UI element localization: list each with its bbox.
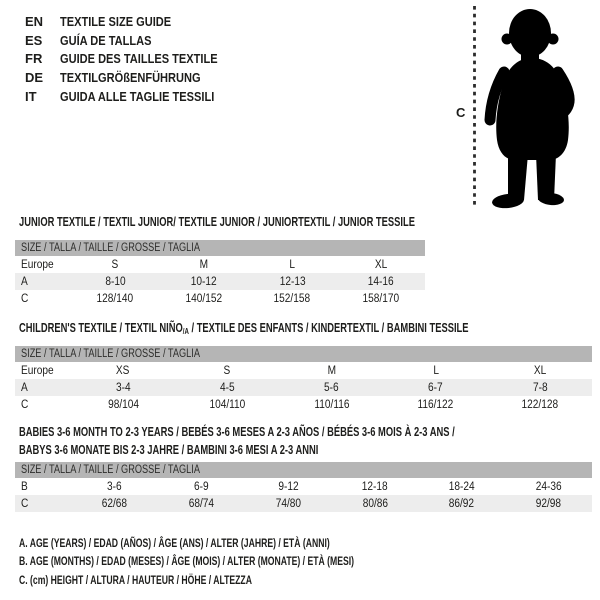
size-cell: 80/86: [362, 497, 388, 510]
size-cell: S: [111, 258, 119, 271]
size-cell: 3-4: [115, 381, 131, 394]
language-label: GUIDE DES TAILLES TEXTILE: [60, 51, 218, 67]
table-row: [15, 290, 425, 307]
babies-size-table: [15, 462, 592, 512]
children-table-title: CHILDREN'S TEXTILE / TEXTIL $NIÑO_{/A}$ / TEXTILE DES ENFANTS / KINDERTEXTIL / BAMBINI TESSILE: [19, 320, 469, 336]
row-label: Europe: [21, 258, 54, 271]
language-list: [25, 12, 245, 105]
baby-silhouette-icon: [490, 9, 569, 210]
legend-line-b: B. AGE (MONTHS) / EDAD (MESES) / ÂGE (MOIS) / ALTER (MONATE) / ETÀ (MESI): [19, 554, 355, 569]
size-cell: XS: [116, 364, 130, 377]
junior-table-title: JUNIOR TEXTILE / TEXTIL JUNIOR/ TEXTILE JUNIOR / JUNIORTEXTIL / JUNIOR TESSILE: [19, 214, 415, 229]
language-row: [25, 49, 245, 68]
table-row: [15, 273, 425, 290]
size-cell: M: [199, 258, 208, 271]
size-cell: 4-5: [219, 381, 235, 394]
language-code: IT: [25, 88, 37, 104]
size-cell: 12-13: [279, 275, 306, 288]
size-cell: 18-24: [448, 480, 475, 493]
table-header-bar: SIZE / TALLA / TAILLE / GRÖSSE / TAGLIA: [15, 346, 592, 362]
size-cell: 5-6: [324, 381, 339, 394]
size-cell: 86/92: [449, 497, 475, 510]
table-row: [15, 478, 592, 495]
language-row: [25, 87, 245, 106]
toddler-silhouette-graphic: [450, 0, 600, 212]
children-size-table: [15, 346, 592, 413]
size-cell: 128/140: [96, 292, 134, 305]
size-cell: 24-36: [535, 480, 562, 493]
size-cell: 110/116: [313, 398, 350, 411]
legend-line-a: A. AGE (YEARS) / EDAD (AÑOS) / ÂGE (ANS) / ALTER (JAHRE) / ETÀ (ANNI): [19, 536, 330, 550]
language-label: TEXTILE SIZE GUIDE: [60, 13, 172, 29]
size-cell: 116/122: [417, 398, 454, 411]
language-label: TEXTILGRÖßENFÜHRUNG: [60, 69, 201, 85]
row-label: A: [21, 275, 28, 288]
size-cell: 6-7: [428, 381, 444, 394]
language-code: DE: [25, 69, 44, 85]
language-code: EN: [25, 13, 44, 29]
size-cell: 98/104: [107, 398, 139, 411]
size-cell: 10-12: [190, 275, 217, 288]
size-cell: 122/128: [521, 398, 559, 411]
size-figure: [450, 0, 600, 212]
size-cell: XL: [374, 258, 387, 271]
row-label: C: [21, 398, 29, 411]
size-cell: 62/68: [101, 497, 128, 510]
size-cell: 74/80: [275, 497, 301, 510]
size-cell: 7-8: [532, 381, 548, 394]
size-cell: S: [223, 364, 231, 377]
table-row: [15, 256, 425, 273]
language-row: [25, 31, 245, 50]
language-label: GUÍA DE TALLAS: [60, 32, 152, 48]
table-row: [15, 362, 592, 379]
size-cell: 152/158: [273, 292, 311, 305]
row-label: C: [21, 497, 29, 510]
babies-table-title: BABIES 3-6 MONTH TO 2-3 YEARS / BEBÉS 3-6 MESES A 2-3 AÑOS / BÉBÉS 3-6 MOIS À 2-3 ANS / BABYS 3-6 MONATE BIS 2-3 JAHRE / BAMBINI 3-6 MESI A 2-3 ANNI: [19, 424, 455, 457]
row-label: Europe: [21, 364, 54, 377]
language-row: [25, 68, 245, 87]
size-cell: 3-6: [107, 480, 122, 493]
size-cell: 158/170: [362, 292, 400, 305]
row-label: B: [21, 480, 28, 493]
size-cell: 14-16: [367, 275, 394, 288]
size-cell: 12-18: [361, 480, 388, 493]
language-code: FR: [25, 51, 43, 67]
size-cell: 8-10: [105, 275, 126, 288]
size-cell: XL: [533, 364, 547, 377]
row-label: C: [21, 292, 29, 305]
table-header-bar: SIZE / TALLA / TAILLE / GRÖSSE / TAGLIA: [15, 240, 425, 256]
table-row: [15, 495, 592, 512]
size-cell: L: [432, 364, 439, 377]
language-label: GUIDA ALLE TAGLIE TESSILI: [60, 88, 215, 104]
size-cell: 6-9: [193, 480, 209, 493]
size-cell: 9-12: [277, 480, 299, 493]
legend-line-c: C. (cm) HEIGHT / ALTURA / HAUTEUR / HÖHE / ALTEZZA: [19, 572, 252, 587]
table-row: [15, 379, 592, 396]
table-row: [15, 396, 592, 413]
nino-a-subscript: /A: [182, 326, 189, 336]
size-cell: L: [289, 258, 296, 271]
size-cell: 92/98: [535, 497, 562, 510]
language-code: ES: [25, 32, 43, 48]
size-cell: 68/74: [188, 497, 214, 510]
size-cell: 104/110: [209, 398, 246, 411]
junior-size-table: [15, 240, 425, 307]
height-label-c: C: [456, 105, 466, 120]
row-label: A: [21, 381, 28, 394]
language-row: [25, 12, 245, 31]
table-header-bar: SIZE / TALLA / TAILLE / GRÖSSE / TAGLIA: [15, 462, 592, 478]
size-cell: M: [327, 364, 336, 377]
legend: [19, 534, 484, 589]
size-cell: 140/152: [185, 292, 223, 305]
